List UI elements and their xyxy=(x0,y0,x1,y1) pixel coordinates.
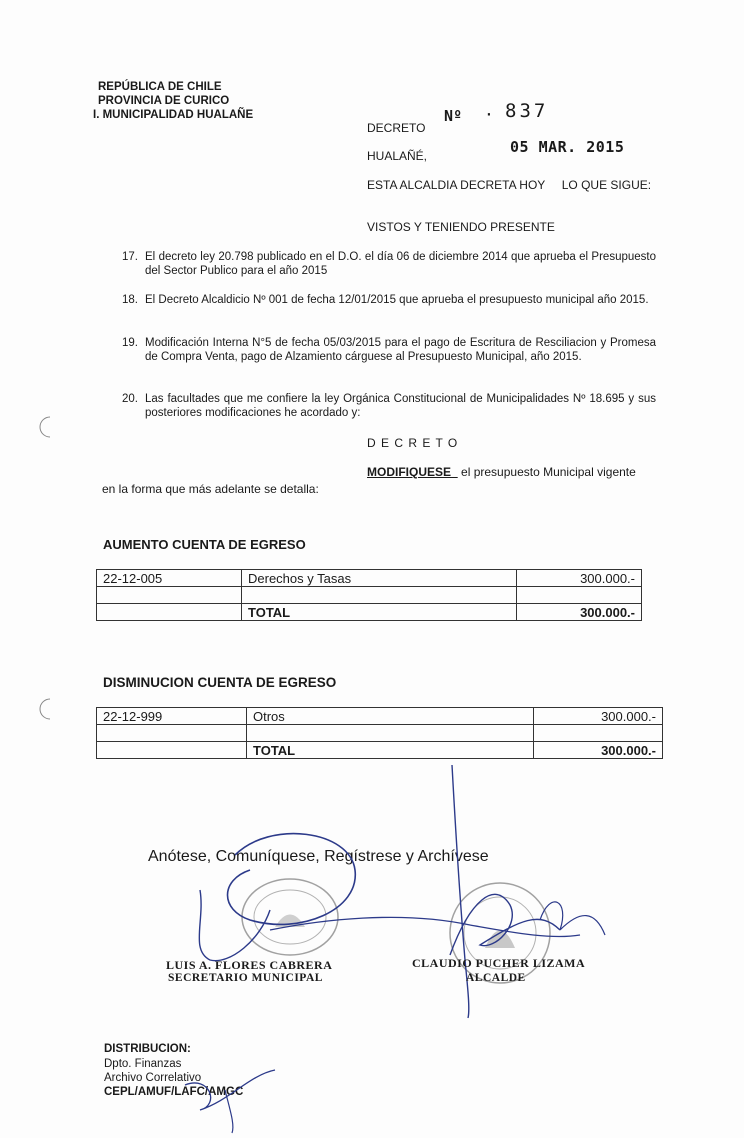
vistos-heading: VISTOS Y TENIENDO PRESENTE xyxy=(367,220,555,234)
modifiquese-keyword: MODIFIQUESE xyxy=(367,465,452,479)
hole-punch-mark xyxy=(30,697,54,721)
republic-header: REPÚBLICA DE CHILE xyxy=(98,81,222,93)
account-amount: 300.000.- xyxy=(534,708,663,725)
disminucion-title: DISMINUCION CUENTA DE EGRESO xyxy=(103,675,337,690)
total-amount: 300.000.- xyxy=(517,604,642,621)
modifiquese-line xyxy=(367,465,657,479)
item-text: Modificación Interna N°5 de fecha 05/03/2015 para el pago de Escritura de Resciliacion y Promesa de Compra Venta, pago de Alzamiento cárguese al Presupuesto Municipal, año 2015. xyxy=(145,337,656,363)
item-text: El Decreto Alcaldicio Nº 001 de fecha 12/01/2015 que aprueba el presupuesto municipal año 2015. xyxy=(145,294,649,306)
total-amount: 300.000.- xyxy=(534,742,663,759)
table-total-row xyxy=(97,604,642,621)
distribution-line: Dpto. Finanzas xyxy=(104,1058,182,1070)
item-number: 17. xyxy=(122,251,138,263)
item-number: 18. xyxy=(122,294,138,306)
mayor-name: CLAUDIO PUCHER LIZAMA xyxy=(412,956,586,970)
province-header: PROVINCIA DE CURICO xyxy=(98,95,230,107)
table-row xyxy=(97,587,642,604)
decreto-heading: D E C R E T O xyxy=(367,436,459,450)
table-row xyxy=(97,725,663,742)
table-row xyxy=(97,570,642,587)
item-number: 19. xyxy=(122,337,138,349)
account-amount: 300.000.- xyxy=(517,570,642,587)
decree-number: 837 xyxy=(505,100,549,122)
initials-scribble xyxy=(170,1065,290,1135)
place-label: HUALAÑÉ, xyxy=(367,149,428,163)
item-text: Las facultades que me confiere la ley Orgánica Constitucional de Municipalidades Nº 18.695 y sus posteriores modificaciones he acordado y: xyxy=(145,393,656,419)
distribution-initials: CEPL/AMUF/LAFC/AMGC xyxy=(104,1086,244,1098)
secretary-title: SECRETARIO MUNICIPAL xyxy=(168,972,323,984)
aumento-table xyxy=(96,569,642,621)
table-row xyxy=(97,708,663,725)
hole-punch-mark xyxy=(30,415,54,439)
distribution-title: DISTRIBUCION: xyxy=(104,1043,191,1055)
municipality-header: I. MUNICIPALIDAD HUALAÑE xyxy=(93,109,254,121)
account-desc: Derechos y Tasas xyxy=(242,570,517,587)
disminucion-table xyxy=(96,707,663,759)
item-text: El decreto ley 20.798 publicado en el D.O. el día 06 de diciembre 2014 que aprueba el Presupuesto del Sector Publico para el año 2015 xyxy=(145,251,656,277)
distribution-line: Archivo Correlativo xyxy=(104,1072,202,1084)
total-label: TOTAL xyxy=(242,604,517,621)
table-total-row xyxy=(97,742,663,759)
modifiquese-line2: en la forma que más adelante se detalla: xyxy=(102,482,319,496)
decree-intro: ESTA ALCALDIA DECRETA HOY LO QUE SIGUE: xyxy=(367,178,652,192)
decree-date: 05 MAR. 2015 xyxy=(510,138,625,156)
total-label: TOTAL xyxy=(247,742,534,759)
item-number: 20. xyxy=(122,393,138,405)
closing-phrase: Anótese, Comuníquese, Regístrese y Archívese xyxy=(148,848,489,865)
account-code: 22-12-999 xyxy=(97,708,247,725)
account-desc: Otros xyxy=(247,708,534,725)
secretary-name: LUIS A. FLORES CABRERA xyxy=(166,958,333,972)
account-code: 22-12-005 xyxy=(97,570,242,587)
modifiquese-rest: el presupuesto Municipal vigente xyxy=(461,465,636,479)
decree-number-prefix: Nº xyxy=(444,107,463,125)
decreto-label: DECRETO xyxy=(367,121,426,135)
aumento-title: AUMENTO CUENTA DE EGRESO xyxy=(103,537,306,552)
mayor-title: ALCALDE xyxy=(466,972,526,984)
